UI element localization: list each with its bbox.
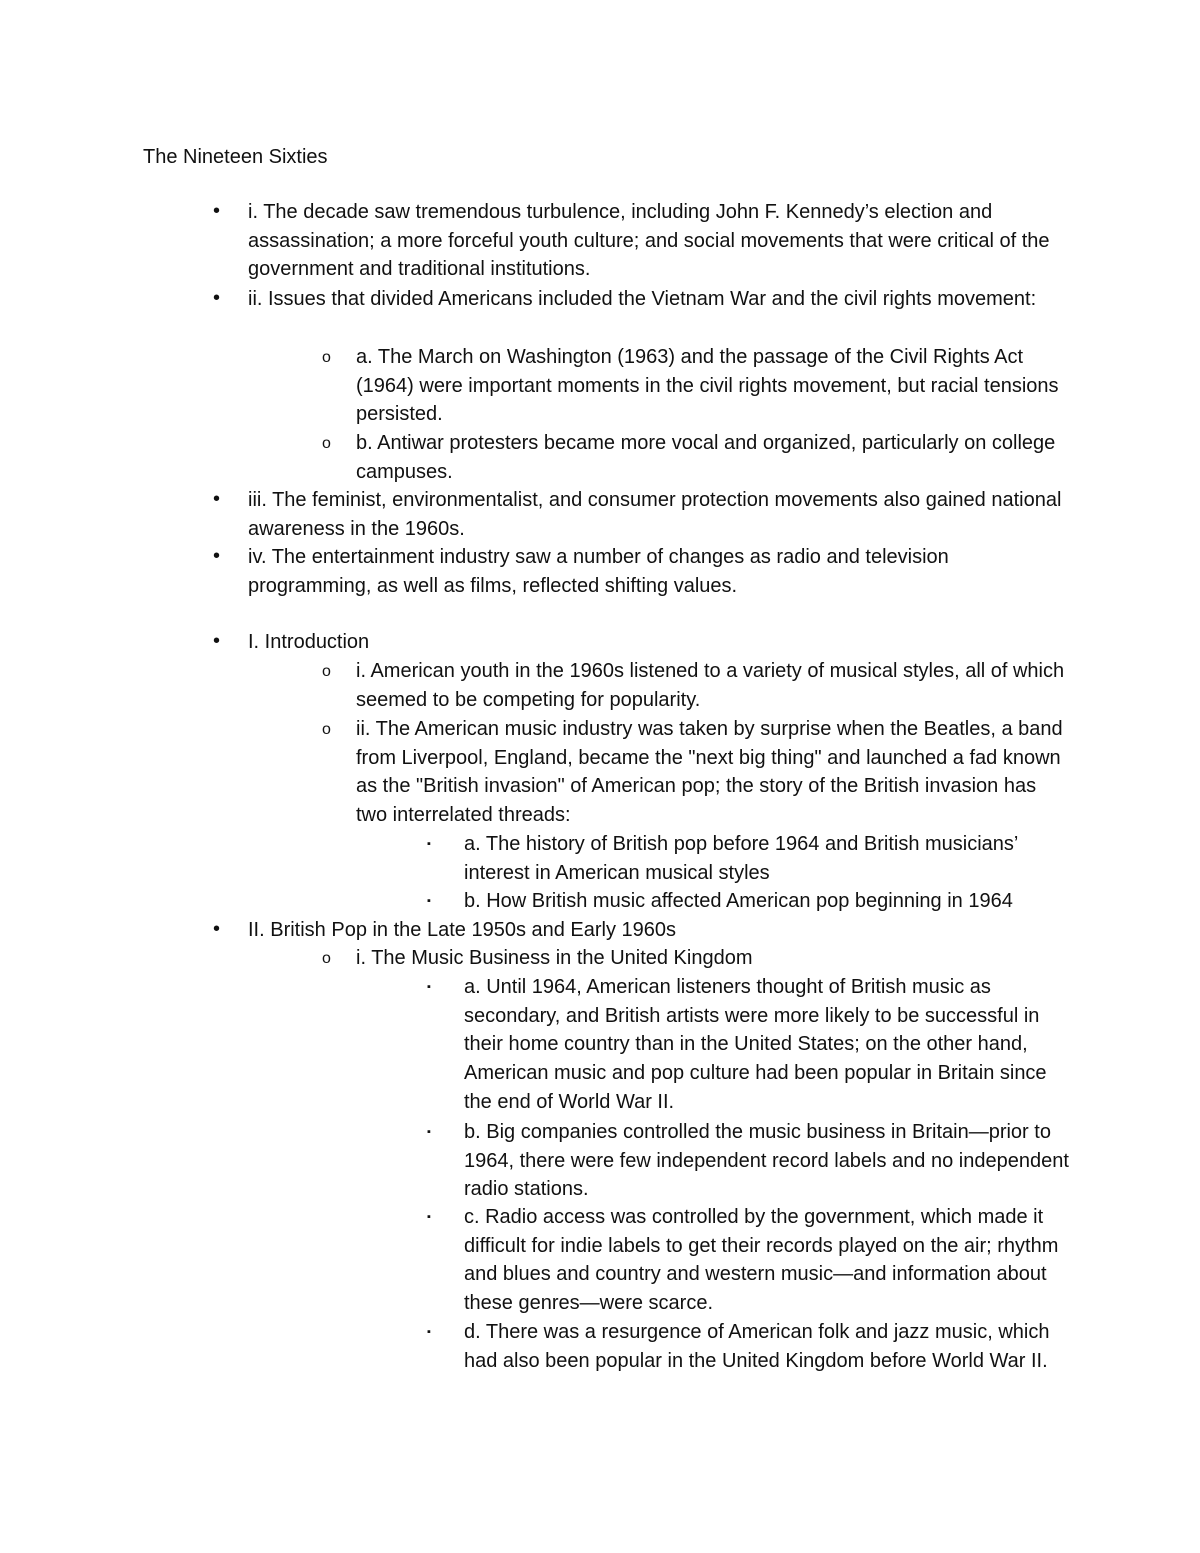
list-item-text: i. American youth in the 1960s listened to a variety of musical styles, all of which seemed to be competing for popularity. — [356, 660, 1065, 711]
circle-bullet-icon: o — [322, 435, 331, 452]
list-item — [427, 830, 1074, 887]
circle-bullet-icon: o — [322, 349, 331, 366]
list-item — [322, 343, 1068, 429]
square-bullet-icon: ▪ — [427, 981, 431, 993]
list-item-text: d. There was a resurgence of American folk and jazz music, which had also been popular in the United Kingdom before World War II. — [464, 1321, 1050, 1372]
list-item-text: b. Antiwar protesters became more vocal and organized, particularly on college campuses. — [356, 432, 1056, 483]
list-item-text: a. The history of British pop before 1964 and British musicians’ interest in American musical styles — [464, 833, 1018, 884]
list-item-text: ii. Issues that divided Americans included the Vietnam War and the civil rights movement: — [248, 288, 1037, 310]
list-item-text: b. Big companies controlled the music business in Britain—prior to 1964, there were few independent record labels and no independent radio stations. — [464, 1121, 1069, 1201]
list-item — [213, 628, 1068, 657]
list-item — [427, 1318, 1074, 1375]
list-item — [322, 429, 1068, 486]
bullet-icon: • — [213, 630, 221, 652]
list-item — [213, 916, 1068, 945]
bullet-icon: • — [213, 918, 221, 940]
square-bullet-icon: ▪ — [427, 1326, 431, 1338]
list-item-text: a. The March on Washington (1963) and the passage of the Civil Rights Act (1964) were important moments in the civil rights movement, but racial tensions persisted. — [356, 346, 1059, 426]
square-bullet-icon: ▪ — [427, 1211, 431, 1223]
square-bullet-icon: ▪ — [427, 895, 431, 907]
list-item — [213, 543, 1068, 600]
bullet-icon: • — [213, 287, 221, 309]
circle-bullet-icon: o — [322, 950, 331, 967]
list-item-text: i. The Music Business in the United Kingdom — [356, 947, 753, 969]
list-item-text: II. British Pop in the Late 1950s and Early 1960s — [248, 919, 677, 941]
list-item-text: iii. The feminist, environmentalist, and consumer protection movements also gained national awareness in the 1960s. — [248, 489, 1062, 540]
circle-bullet-icon: o — [322, 663, 331, 680]
bullet-icon: • — [213, 200, 221, 222]
list-item — [427, 1203, 1074, 1318]
list-item-text: i. The decade saw tremendous turbulence, including John F. Kennedy’s election and assassination; a more forceful youth culture; and social movements that were critical of the government and traditional institutions. — [248, 201, 1050, 281]
list-item — [427, 1118, 1074, 1204]
list-item — [213, 486, 1068, 543]
list-item-text: iv. The entertainment industry saw a number of changes as radio and television programming, as well as films, reflected shifting values. — [248, 546, 949, 597]
list-item-text: b. How British music affected American pop beginning in 1964 — [464, 890, 1013, 912]
list-item-text: c. Radio access was controlled by the government, which made it difficult for indie labels to get their records played on the air; rhythm and blues and country and western music—and information about these genres—were scarce. — [464, 1206, 1059, 1315]
list-item — [427, 973, 1074, 1117]
list-item-text: I. Introduction — [248, 631, 370, 653]
list-item — [322, 715, 1068, 830]
list-item — [213, 285, 1068, 314]
list-item — [427, 887, 1104, 916]
square-bullet-icon: ▪ — [427, 1126, 431, 1138]
list-item — [322, 944, 1068, 973]
square-bullet-icon: ▪ — [427, 838, 431, 850]
list-item — [213, 198, 1068, 284]
list-item — [322, 657, 1068, 714]
bullet-icon: • — [213, 545, 221, 567]
bullet-icon: • — [213, 488, 221, 510]
list-item-text: a. Until 1964, American listeners thought of British music as secondary, and British artists were more likely to be successful in their home country than in the United States; on the other hand, American music and pop culture had been popular in Britain since the end of World War II. — [464, 976, 1047, 1113]
circle-bullet-icon: o — [322, 721, 331, 738]
document-title: The Nineteen Sixties — [143, 146, 328, 168]
list-item-text: ii. The American music industry was taken by surprise when the Beatles, a band from Liverpool, England, became the "next big thing" and launched a fad known as the "British invasion" of American pop; the story of the British invasion has two interrelated threads: — [356, 718, 1063, 827]
